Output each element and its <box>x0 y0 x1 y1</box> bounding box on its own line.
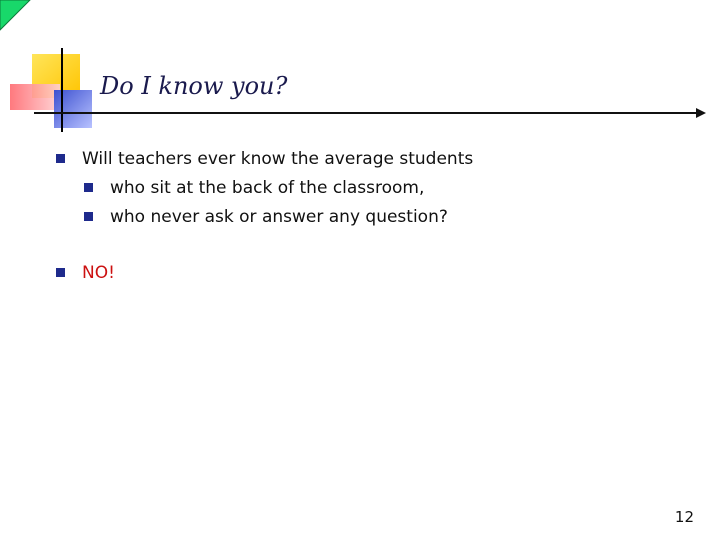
bullet-square-icon <box>56 154 65 163</box>
bullet-item <box>56 262 676 284</box>
corner-triangle-decoration <box>0 0 34 34</box>
sub-bullet-text: who never ask or answer any question? <box>110 207 448 227</box>
bullet-item <box>56 148 676 170</box>
slide-title: Do I know you? <box>100 72 288 100</box>
bullet-square-icon <box>84 183 93 192</box>
sub-bullet-item <box>56 206 676 228</box>
bullet-text-emphasis: NO! <box>82 263 115 283</box>
bullet-text: Will teachers ever know the average students <box>82 149 474 169</box>
bullet-list <box>56 148 676 284</box>
page-number: 12 <box>674 508 694 526</box>
bullet-square-icon <box>56 268 65 277</box>
slide-logo-decoration <box>0 40 110 140</box>
title-underline-arrow <box>34 106 706 120</box>
sub-bullet-item <box>56 177 676 199</box>
bullet-square-icon <box>84 212 93 221</box>
sub-bullet-text: who sit at the back of the classroom, <box>110 178 425 198</box>
